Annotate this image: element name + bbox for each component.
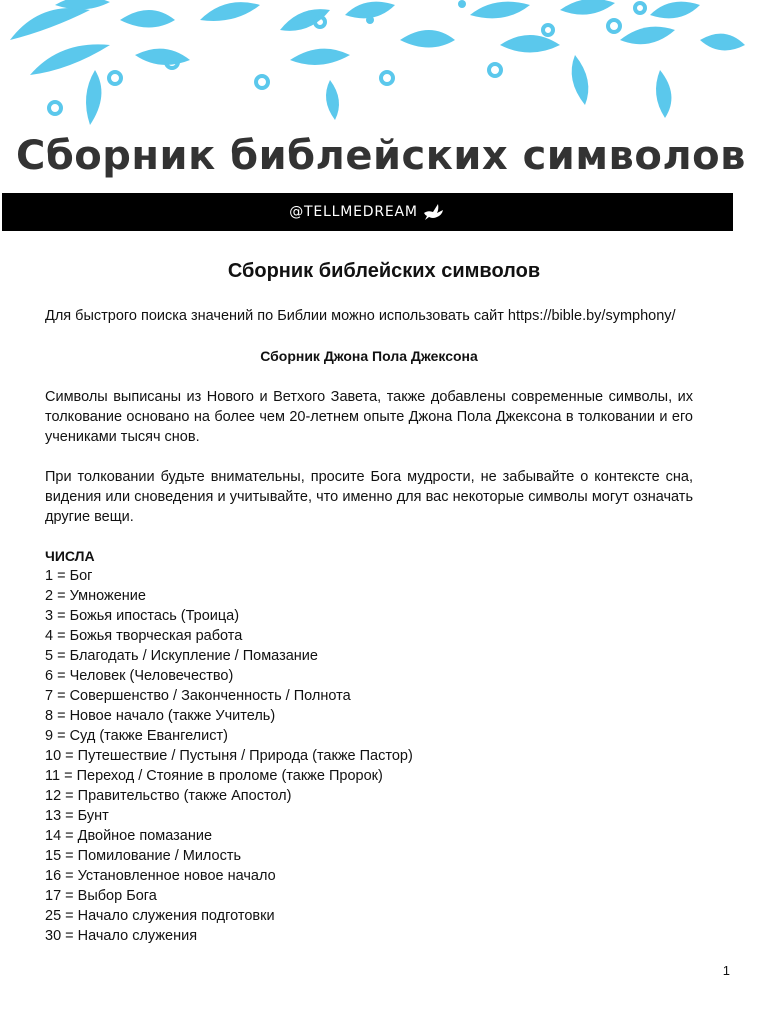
- list-item: 9 = Суд (также Евангелист): [45, 728, 228, 744]
- numbers-heading: ЧИСЛА: [45, 548, 95, 564]
- list-item: 7 = Совершенство / Законченность / Полнота: [45, 688, 351, 704]
- list-item: 8 = Новое начало (также Учитель): [45, 708, 276, 724]
- list-item: 5 = Благодать / Искупление / Помазание: [45, 648, 318, 664]
- list-item: 1 = Бог: [45, 568, 93, 584]
- list-item: 10 = Путешествие / Пустыня / Природа (также Пастор): [45, 748, 413, 764]
- numbers-list: [45, 566, 413, 946]
- list-item: 17 = Выбор Бога: [45, 888, 157, 904]
- document-title: Сборник библейских символов: [227, 260, 541, 282]
- list-item: 12 = Правительство (также Апостол): [45, 788, 292, 804]
- list-item: 25 = Начало служения подготовки: [45, 908, 275, 924]
- intro-line: Для быстрого поиска значений по Библии можно использовать сайт https://bible.by/symphony/: [45, 308, 676, 324]
- list-item: 15 = Помилование / Милость: [45, 848, 242, 864]
- dove-icon: [422, 201, 446, 223]
- list-item: 2 = Умножение: [45, 588, 146, 604]
- paragraph-interpretation-advice: При толковании будьте внимательны, просите Бога мудрости, не забывайте о контексте сна, видения или сноведения и учитывайте, что именно для вас некоторые символы могут означать другие вещи.: [45, 469, 693, 525]
- list-item: 13 = Бунт: [45, 808, 109, 824]
- paragraph-symbols-source: Символы выписаны из Нового и Ветхого Завета, также добавлены современные символы, их толкование основано на более чем 20-летнем опыте Джона Пола Джексона в толковании и его учениками тысяч снов.: [45, 389, 693, 445]
- list-item: 3 = Божья ипостась (Троица): [45, 608, 240, 624]
- handle-bar: [2, 193, 733, 231]
- page-number: 1: [722, 963, 730, 978]
- list-item: 11 = Переход / Стояние в проломе (также Пророк): [45, 768, 383, 784]
- leaf-branch-icon: [0, 0, 768, 130]
- list-item: 16 = Установленное новое начало: [45, 868, 276, 884]
- list-item: 14 = Двойное помазание: [45, 828, 213, 844]
- handle-text: @TELLMEDREAM: [289, 204, 418, 220]
- list-item: 30 = Начало служения: [45, 928, 198, 944]
- banner-title: Сборник библейских символов: [16, 133, 746, 179]
- list-item: 4 = Божья творческая работа: [45, 628, 243, 644]
- document-subtitle: Сборник Джона Пола Джексона: [260, 348, 478, 364]
- list-item: 6 = Человек (Человечество): [45, 668, 234, 684]
